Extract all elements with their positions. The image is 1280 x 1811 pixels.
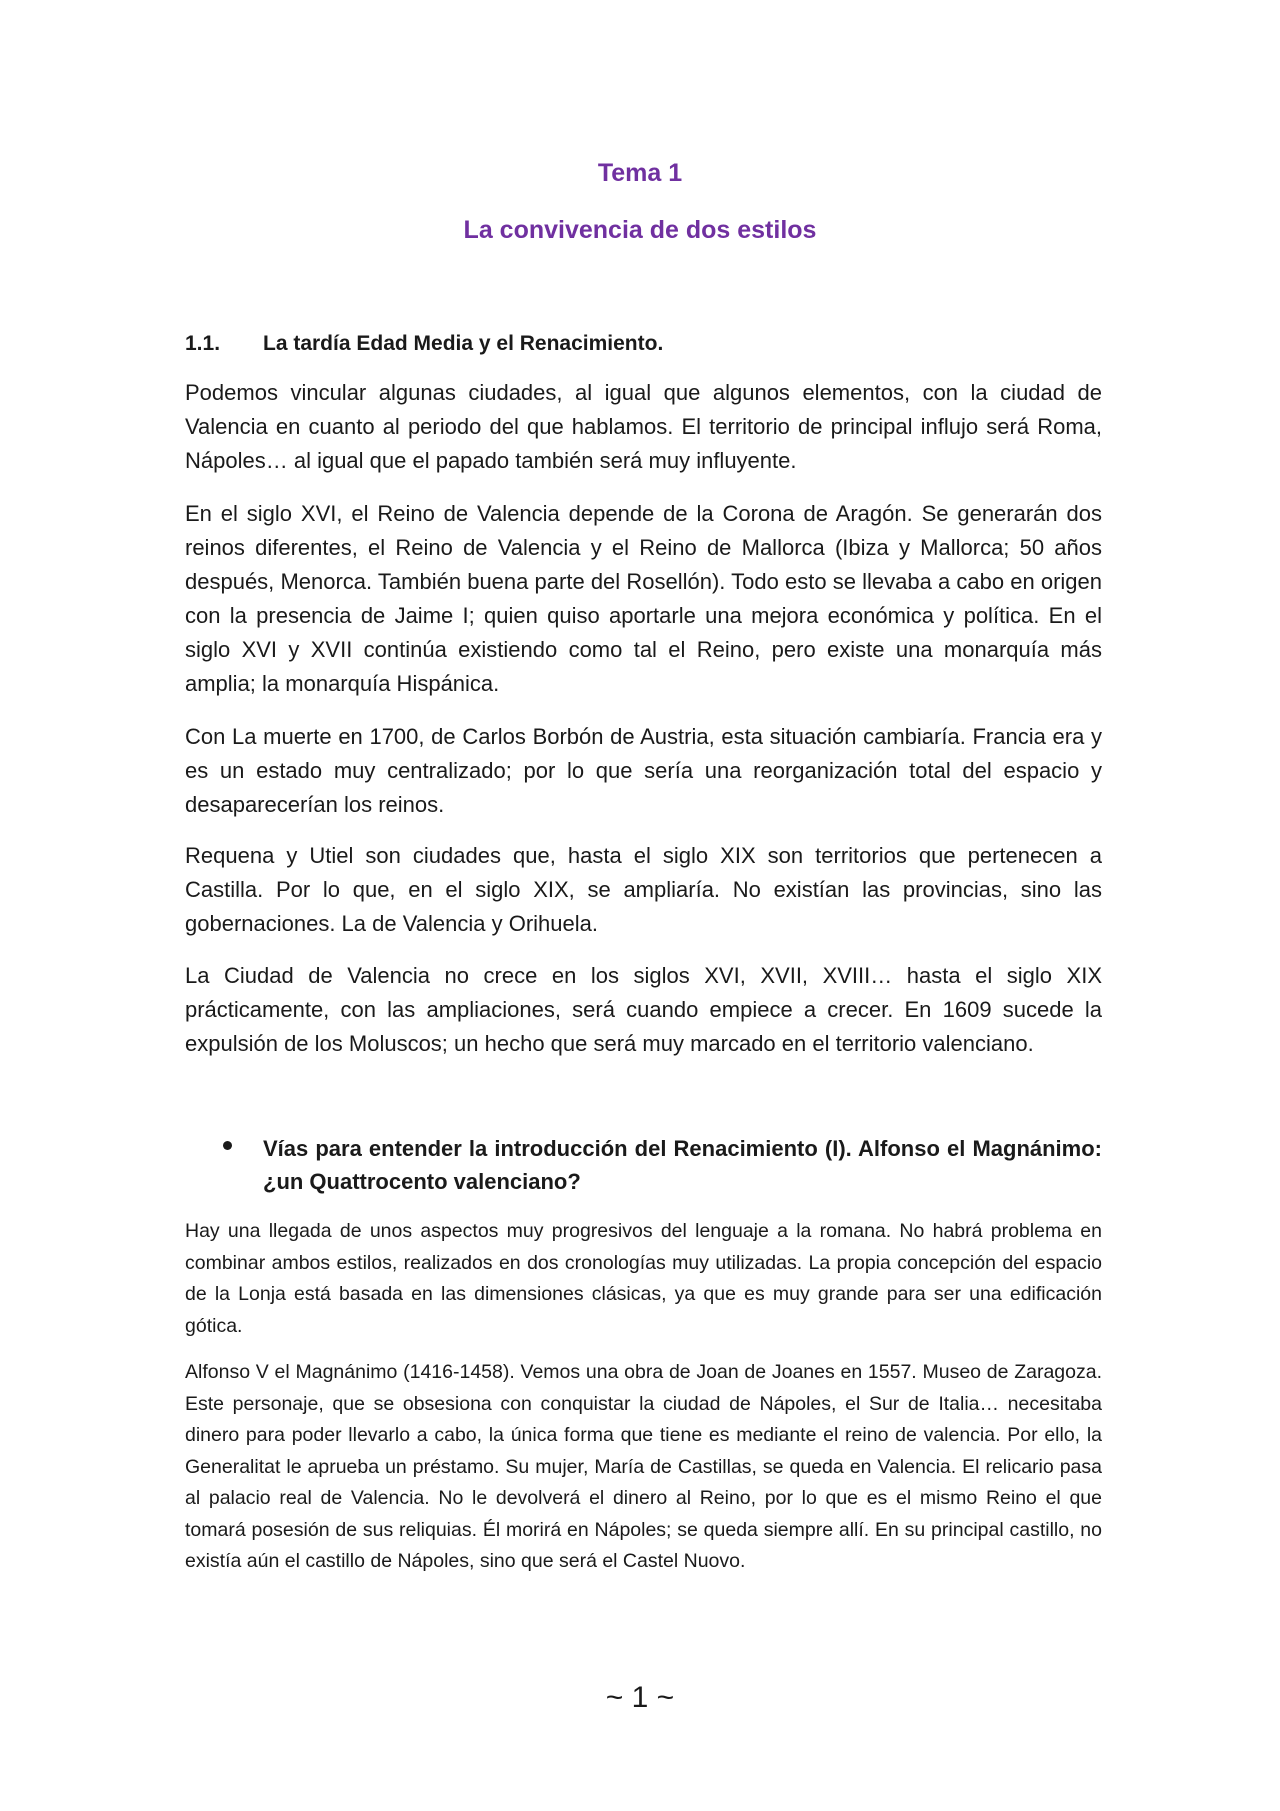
section-title: La tardía Edad Media y el Renacimiento. <box>263 332 664 355</box>
page-number: ~ 1 ~ <box>605 1681 675 1714</box>
sub-paragraph-2: Alfonso V el Magnánimo (1416-1458). Vemos una obra de Joan de Joanes en 1557. Museo de Zaragoza. Este personaje, que se obsesiona con conquistar la ciudad de Nápoles, el Sur de Italia… necesitaba dinero para poder llevarlo a cabo, la única forma que tiene es mediante el reino de valencia. Por ello, la Generalitat le aprueba un préstamo. Su mujer, María de Castillas, se queda en Valencia. El relicario pasa al palacio real de Valencia. No le devolverá el dinero al Reino, por lo que es el mismo Reino el que tomará posesión de sus reliquias. Él morirá en Nápoles; se queda siempre allí. En su principal castillo, no existía aún el castillo de Nápoles, sino que será el Castel Nuovo. <box>185 1361 1102 1572</box>
paragraph-2: En el siglo XVI, el Reino de Valencia depende de la Corona de Aragón. Se generarán dos reinos diferentes, el Reino de Valencia y el Reino de Mallorca (Ibiza y Mallorca; 50 años después, Menorca. También buena parte del Rosellón). Todo esto se llevaba a cabo en origen con la presencia de Jaime I; quien quiso aportarle una mejora económica y política. En el siglo XVI y XVII continúa existiendo como tal el Reino, pero existe una monarquía más amplia; la monarquía Hispánica. <box>185 501 1102 696</box>
paragraph-5: La Ciudad de Valencia no crece en los siglos XVI, XVII, XVIII… hasta el siglo XIX prácticamente, con las ampliaciones, será cuando empiece a crecer. En 1609 sucede la expulsión de los Moluscos; un hecho que será muy marcado en el territorio valenciano. <box>185 963 1102 1056</box>
paragraph-4: Requena y Utiel son ciudades que, hasta el siglo XIX son territorios que pertenecen a Castilla. Por lo que, en el siglo XIX, se ampliaría. No existían las provincias, sino las gobernaciones. La de Valencia y Orihuela. <box>185 843 1102 936</box>
chapter-title: Tema 1 <box>597 159 683 187</box>
paragraph-1: Podemos vincular algunas ciudades, al igual que algunos elementos, con la ciudad de Valencia en cuanto al periodo del que hablamos. El territorio de principal influjo será Roma, Nápoles… al igual que el papado también será muy influyente. <box>185 380 1102 473</box>
sub-paragraph-1: Hay una llegada de unos aspectos muy progresivos del lenguaje a la romana. No habrá problema en combinar ambos estilos, realizados en dos cronologías muy utilizadas. La propia concepción del espacio de la Lonja está basada en las dimensiones clásicas, ya que es muy grande para ser una edificación gótica. <box>185 1220 1102 1337</box>
chapter-subtitle: La convivencia de dos estilos <box>463 216 817 244</box>
bullet-item <box>185 1132 1102 1198</box>
paragraph-3: Con La muerte en 1700, de Carlos Borbón de Austria, esta situación cambiaría. Francia era y es un estado muy centralizado; por lo que sería una reorganización total del espacio y desaparecerían los reinos. <box>185 724 1102 817</box>
section-heading <box>185 330 1102 358</box>
bullet-heading: Vías para entender la introducción del Renacimiento (I). Alfonso el Magnánimo: ¿un Quattrocento valenciano? <box>263 1136 1102 1194</box>
bullet-dot-icon <box>223 1141 232 1150</box>
section-number: 1.1. <box>185 332 221 355</box>
